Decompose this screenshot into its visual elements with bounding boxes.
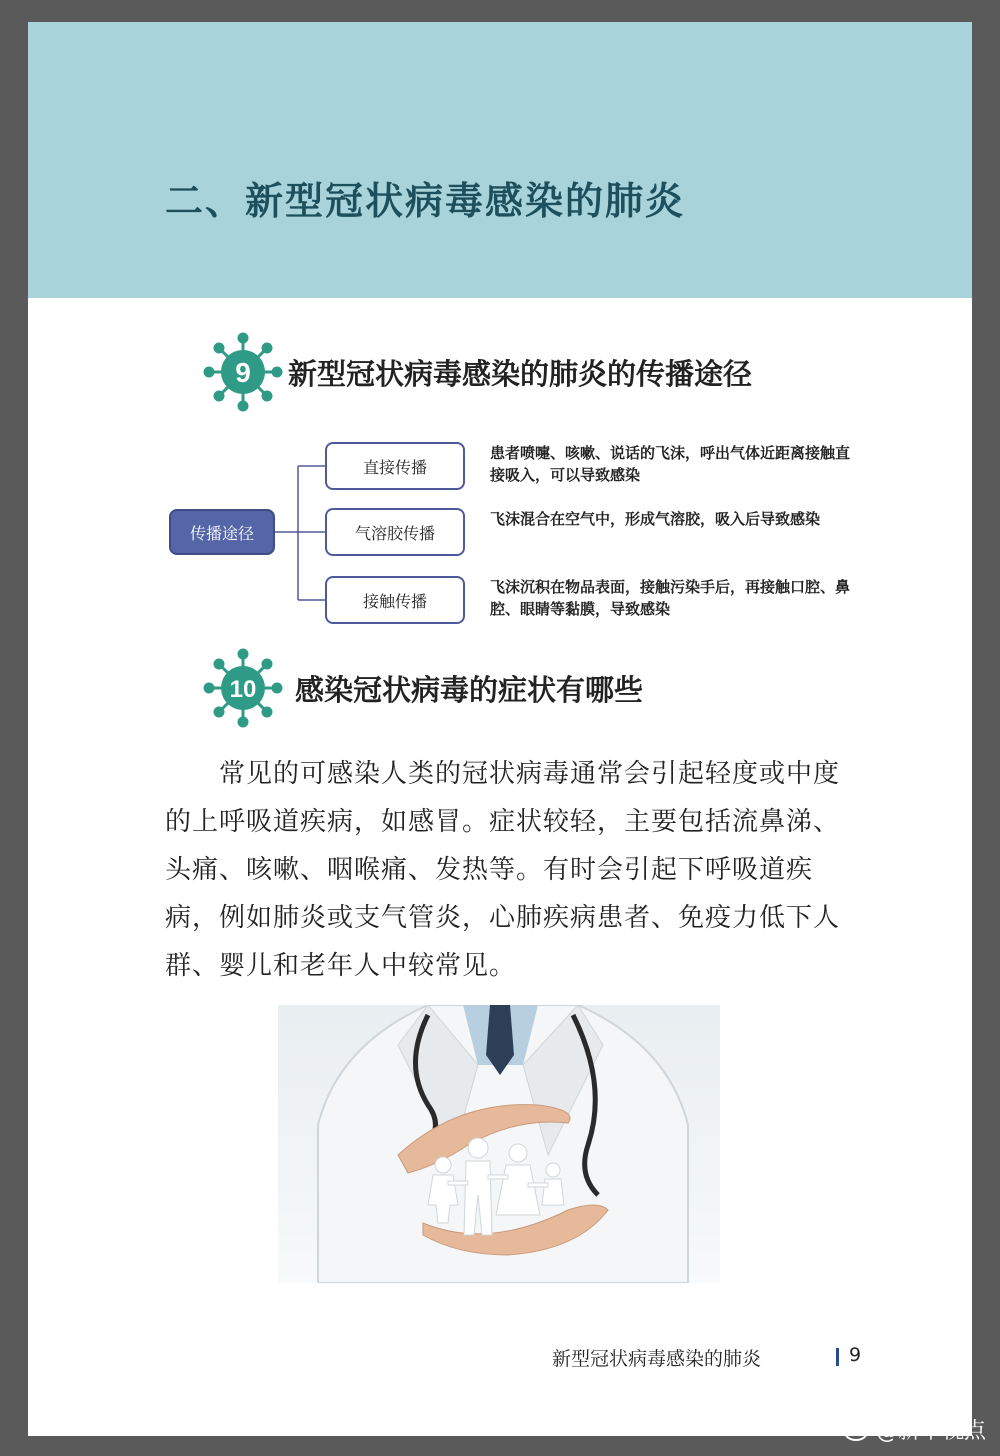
chapter-title: 二、新型冠状病毒感染的肺炎 [165, 179, 686, 223]
section-9-heading [203, 332, 903, 412]
branch-description-contact: 飞沫沉积在物品表面，接触污染手后，再接触口腔、鼻腔、眼睛等黏膜，导致感染 [490, 578, 851, 618]
root-box-transmission-routes: 传播途径 [169, 509, 275, 555]
doctor-protecting-family-image [278, 1005, 720, 1283]
branch-box-direct: 直接传播 [325, 442, 465, 490]
footer-divider [836, 1348, 839, 1366]
branch-box-contact: 接触传播 [325, 576, 465, 624]
virus-icon [203, 332, 283, 412]
page-number: 9 [849, 1344, 862, 1366]
section-10-heading [203, 648, 903, 728]
symptoms-paragraph: 常见的可感染人类的冠状病毒通常会引起轻度或中度的上呼吸道疾病，如感冒。症状较轻，主要包括流鼻涕、头痛、咳嗽、咽喉痛、发热等。有时会引起下呼吸道疾病，例如肺炎或支气管炎，心肺疾病患者、免疫力低下人群、婴儿和老年人中较常见。 [165, 759, 841, 981]
section-10-title: 感染冠状病毒的症状有哪些 [295, 673, 644, 707]
weibo-logo-icon [844, 1419, 872, 1441]
weibo-watermark [844, 1414, 986, 1445]
section-9-number: 9 [235, 357, 251, 388]
branch-box-aerosol: 气溶胶传播 [325, 508, 465, 556]
document-page [28, 22, 972, 1436]
branch-description-direct: 患者喷嚏、咳嗽、说话的飞沫，呼出气体近距离接触直接吸入，可以导致感染 [490, 444, 851, 484]
watermark-text: @新华视点 [875, 1419, 986, 1444]
transmission-diagram [163, 434, 851, 634]
running-title: 新型冠状病毒感染的肺炎 [552, 1348, 762, 1370]
section-9-title: 新型冠状病毒感染的肺炎的传播途径 [288, 357, 753, 391]
virus-icon [203, 648, 283, 728]
header-band [28, 22, 972, 298]
branch-description-aerosol: 飞沫混合在空气中，形成气溶胶，吸入后导致感染 [490, 510, 821, 528]
section-10-number: 10 [229, 676, 257, 703]
